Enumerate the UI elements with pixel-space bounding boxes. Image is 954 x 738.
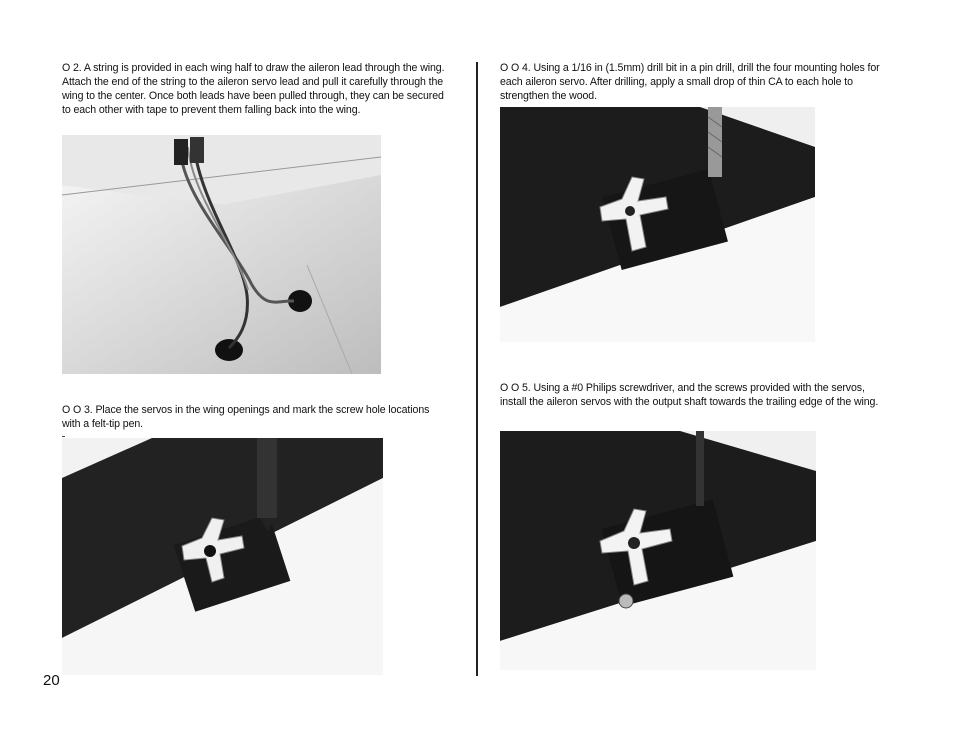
step-2-photo	[62, 135, 381, 374]
page-number: 20	[43, 672, 60, 689]
step-5-photo	[500, 431, 816, 670]
step-4-photo	[500, 107, 815, 342]
step-3-photo	[62, 438, 383, 675]
step-3-text: O O 3. Place the servos in the wing openings and mark the screw hole locations with a felt-tip pen.	[62, 404, 430, 430]
step-2-text: O 2. A string is provided in each wing half to draw the aileron lead through the wing. Attach the end of the string to the aileron servo lead and pull it carefully through the wing to the center. Once both leads have been pulled through, they can be secured to each other with tape to prevent them falling back into the wing.	[62, 62, 445, 116]
step-4-text: O O 4. Using a 1/16 in (1.5mm) drill bit in a pin drill, drill the four mounting holes for each aileron servo. After drilling, apply a small drop of thin CA to each hole to strengthen the wood.	[500, 62, 880, 102]
step-5-text: O O 5. Using a #0 Philips screwdriver, and the screws provided with the servos, install the aileron servos with the output shaft towards the trailing edge of the wing.	[500, 382, 879, 408]
stray-mark	[62, 436, 65, 437]
column-divider	[476, 62, 478, 676]
